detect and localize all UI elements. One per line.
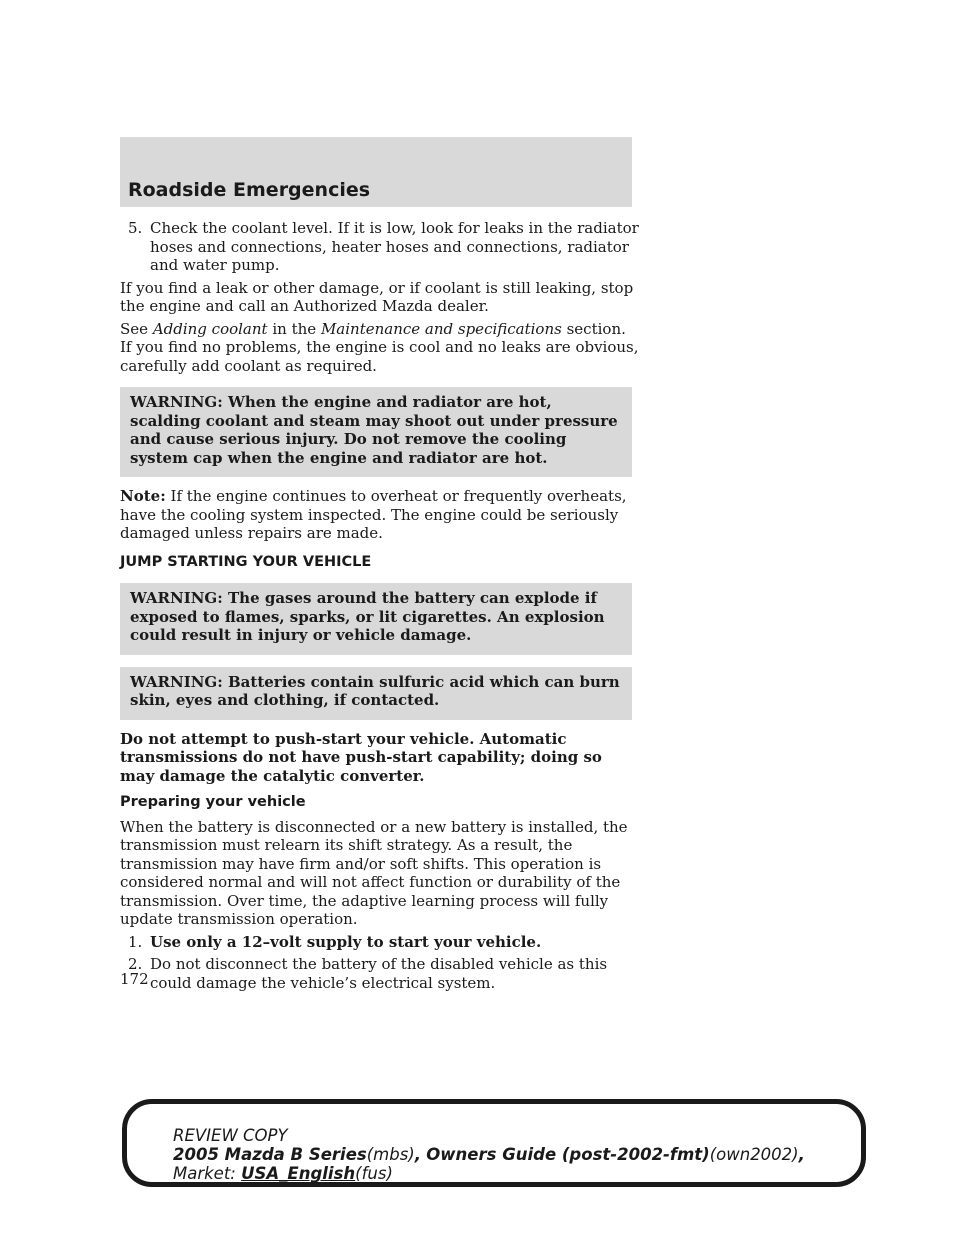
guide-name: Owners Guide (post-2002-fmt): [426, 1145, 710, 1164]
see-reference-paragraph: [120, 320, 640, 376]
push-start-warning-paragraph: Do not attempt to push-start your vehicle. Automatic transmissions do not have push-start capability; doing so may damage the catalytic converter.: [120, 729, 602, 785]
separator: ,: [798, 1145, 805, 1164]
step-number: 5.: [128, 219, 143, 237]
market-name: USA_English: [241, 1164, 356, 1183]
section-title: Roadside Emergencies: [128, 179, 371, 201]
step-text: Use only a 12–volt supply to start your vehicle.: [150, 932, 542, 951]
reference-maintenance-section: Maintenance and specifications: [320, 319, 562, 338]
warning-sulfuric-acid: WARNING: Batteries contain sulfuric acid which can burn skin, eyes and clothing, if contacted.: [120, 667, 632, 720]
review-copy-text: [173, 1126, 805, 1183]
separator: ,: [414, 1145, 422, 1164]
see-rest-text: section. If you find no problems, the engine is cool and no leaks are obvious, carefully add coolant as required.: [120, 319, 639, 375]
note-text: If the engine continues to overheat or frequently overheats, have the cooling system inspected. The engine could be seriously damaged unless repairs are made.: [120, 487, 627, 542]
preparing-vehicle-heading: Preparing your vehicle: [120, 794, 306, 810]
warning-hot-radiator: WARNING: When the engine and radiator are hot, scalding coolant and steam may shoot out under pressure and cause serious injury. Do not remove the cooling system cap when the engine and radiator are hot.: [120, 387, 632, 477]
page-content: [120, 219, 640, 996]
step-number: 2.: [128, 955, 143, 973]
note-label: Note:: [120, 487, 166, 505]
model-code: (mbs): [366, 1145, 415, 1164]
step-number: 1.: [128, 932, 143, 951]
leak-paragraph: If you find a leak or other damage, or if coolant is still leaking, stop the engine and call an Authorized Mazda dealer.: [120, 278, 634, 315]
jump-starting-heading: JUMP STARTING YOUR VEHICLE: [120, 553, 372, 570]
see-word: See: [120, 319, 149, 338]
review-model-line: [173, 1145, 805, 1164]
market-code: (fus): [355, 1164, 393, 1183]
step-2: [120, 955, 640, 992]
guide-code: (own2002): [709, 1145, 799, 1164]
note-paragraph: [120, 487, 640, 543]
page-number: 172: [120, 970, 149, 988]
in-the-text: in the: [272, 319, 317, 338]
review-copy-label: REVIEW COPY: [173, 1126, 288, 1145]
step-1: [120, 933, 640, 952]
reference-adding-coolant: Adding coolant: [152, 319, 268, 338]
market-label: Market:: [173, 1164, 236, 1183]
model-name: 2005 Mazda B Series: [173, 1145, 367, 1164]
step-text: Do not disconnect the battery of the disabled vehicle as this could damage the vehicle’s electrical system.: [150, 955, 608, 992]
section-header-bar: [120, 137, 632, 207]
review-copy-box: [122, 1099, 866, 1187]
battery-relearn-paragraph: When the battery is disconnected or a new battery is installed, the transmission must relearn its shift strategy. As a result, the transmission may have firm and/or soft shifts. This operation is considered normal and will not affect function or durability of the transmission. Over time, the adaptive learning process will fully update transmission operation.: [120, 817, 628, 928]
step-5: [120, 219, 640, 275]
warning-battery-gases: WARNING: The gases around the battery can explode if exposed to flames, sparks, or lit cigarettes. An explosion could result in injury or vehicle damage.: [120, 583, 632, 655]
step-text: Check the coolant level. If it is low, look for leaks in the radiator hoses and connections, heater hoses and connections, radiator and water pump.: [150, 219, 639, 274]
review-market-line: [173, 1164, 805, 1183]
